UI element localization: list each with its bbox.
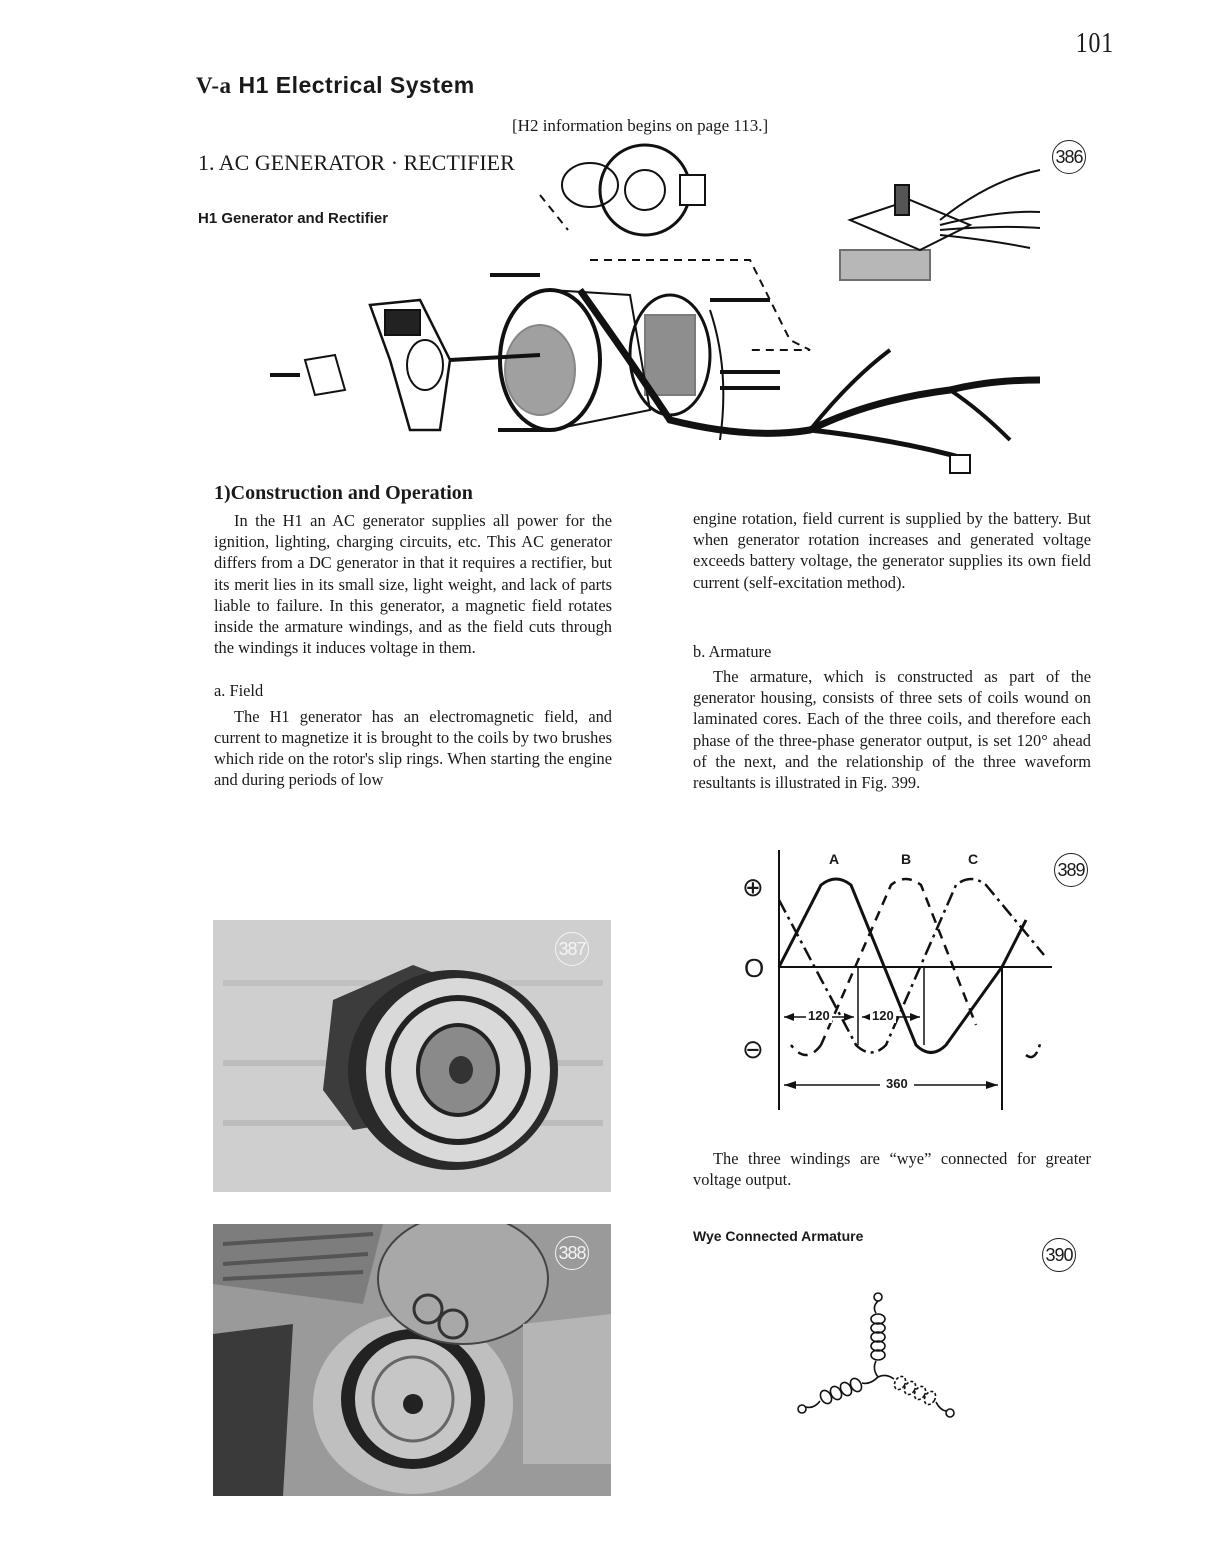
page-number: 101: [1075, 28, 1114, 59]
armature-paragraph: The armature, which is constructed as part of the generator housing, consists of three sets of coils wound on laminated cores. Each of the three coils, and therefore each phase of the three-phase generator output, is set 120° ahead of the next, and the relationship of the three waveform resultants is illustrated in Fig. 399.: [693, 667, 1091, 793]
figure-390-caption: Wye Connected Armature: [693, 1228, 864, 1244]
ac-generator-heading: 1. AC GENERATOR · RECTIFIER: [198, 150, 515, 175]
intro-paragraph: In the H1 an AC generator supplies all power for the ignition, lighting, charging circuits, etc. This AC generator differs from a DC generator in that it requires a rectifier, but its merit lies in its small size, light weight, and lack of parts liable to failure. In this generator, a magnetic field rotates inside the armature windings, and as the field cuts through the windings it induces voltage in them.: [214, 511, 612, 658]
wye-paragraph: The three windings are “wye” connected for greater voltage output.: [693, 1149, 1091, 1190]
wave-label-c: C: [968, 851, 979, 867]
positive-symbol-icon: ⊕: [742, 873, 764, 903]
wave-label-a: A: [829, 851, 840, 867]
figure-388-engine-photo: [213, 1224, 611, 1496]
zero-symbol: O: [744, 953, 765, 983]
armature-heading: b. Armature: [693, 641, 772, 661]
dimension-120-second: 120: [872, 1008, 894, 1023]
figure-387-number: 387: [555, 932, 589, 966]
figure-389-number: 389: [1054, 853, 1088, 887]
generator-exploded-diagram: [250, 140, 1070, 480]
figure-388-number: 388: [555, 1236, 589, 1270]
section-title-text: H1 Electrical System: [238, 72, 475, 98]
figure-386-caption: H1 Generator and Rectifier: [198, 210, 389, 227]
field-paragraph-continued: engine rotation, field current is supplied by the battery. But when generator rotation increases and generated voltage exceeds battery voltage, the generator supplies its own field current (self-excitation method).: [693, 509, 1091, 592]
wye-text-block: [693, 1148, 1091, 1190]
figure-390-number: 390: [1042, 1238, 1076, 1272]
dimension-120-first: 120: [808, 1008, 830, 1023]
section-roman: V-a: [196, 73, 232, 98]
figure-387-rotor-photo: [213, 920, 611, 1192]
field-heading: a. Field: [214, 681, 264, 701]
left-column: [214, 510, 612, 790]
construction-heading: 1)Construction and Operation: [214, 482, 473, 504]
negative-symbol-icon: ⊖: [742, 1035, 764, 1065]
wave-label-b: B: [901, 851, 912, 867]
h2-note: [H2 information begins on page 113.]: [512, 116, 769, 135]
dimension-360: 360: [880, 1076, 914, 1091]
field-paragraph: The H1 generator has an electromagnetic field, and current to magnetize it is brought to the coils by two brushes which ride on the rotor's slip rings. When starting the engine and during periods of low: [214, 706, 612, 790]
section-title: [196, 72, 475, 99]
figure-389-waveform: [736, 845, 1096, 1115]
figure-386-number: 386: [1052, 140, 1086, 174]
wye-armature-diagram: [790, 1285, 960, 1435]
right-column: [693, 508, 1091, 793]
